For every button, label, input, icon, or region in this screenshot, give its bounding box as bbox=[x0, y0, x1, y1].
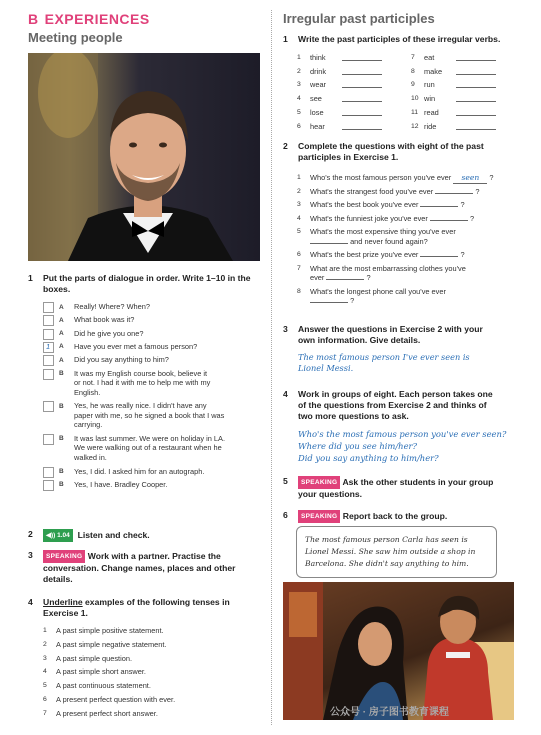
question-line bbox=[310, 250, 522, 260]
answer-blank[interactable] bbox=[456, 60, 496, 61]
speech-note: The most famous person Carla has seen is Lionel Messi. She saw him outside a shop in Barcelona. She didn't say anything to him. bbox=[296, 526, 497, 578]
question-mark: ? bbox=[460, 200, 465, 209]
dialogue-text-line: Did you say anything to him? bbox=[74, 355, 169, 365]
dialogue-text-line: What book was it? bbox=[74, 315, 135, 325]
list-number: 5 bbox=[43, 682, 47, 690]
order-box[interactable] bbox=[43, 355, 54, 366]
question-text: What's the funniest joke you've ever bbox=[310, 213, 428, 223]
dialogue-text-line: Yes, he was really nice. I didn't have any bbox=[74, 401, 207, 411]
answer-blank[interactable] bbox=[342, 129, 382, 130]
question-text: What's the best prize you've ever bbox=[310, 250, 419, 260]
list-item: A past simple short answer. bbox=[56, 667, 146, 677]
dialogue-line bbox=[74, 434, 264, 463]
r4-example-questions: Who's the most famous person you've ever seen? Where did you see him/her? Did you say anything to him/her? bbox=[298, 429, 507, 463]
dialogue-text-line: walked in. bbox=[74, 453, 107, 463]
dialogue-line bbox=[74, 401, 264, 430]
answer-blank[interactable] bbox=[342, 101, 382, 102]
answer-blank[interactable] bbox=[456, 101, 496, 102]
verb-number: 6 bbox=[297, 122, 301, 130]
question-line bbox=[310, 200, 522, 210]
verb-number: 8 bbox=[411, 67, 415, 75]
question-number: 1 bbox=[297, 174, 301, 181]
verb: read bbox=[424, 107, 439, 117]
dialogue-text-line: English. bbox=[74, 387, 101, 397]
question-line bbox=[310, 214, 522, 224]
answer-blank[interactable] bbox=[342, 74, 382, 75]
answer-blank[interactable] bbox=[456, 115, 496, 116]
list-number: 6 bbox=[43, 696, 47, 703]
question-mark: ? bbox=[475, 186, 480, 196]
list-item: A past simple negative statement. bbox=[56, 639, 167, 649]
question-mark: ? bbox=[350, 296, 355, 306]
question-number: 7 bbox=[297, 264, 301, 272]
list-item: A past continuous statement. bbox=[56, 681, 151, 691]
audio-track-badge[interactable]: ◀)) 1.04 bbox=[43, 529, 73, 542]
answer-blank[interactable] bbox=[456, 74, 496, 75]
speaking-badge: SPEAKING bbox=[298, 510, 340, 523]
speaking-badge: SPEAKING bbox=[298, 476, 340, 489]
dialogue-line bbox=[74, 467, 264, 477]
order-box[interactable] bbox=[43, 434, 54, 445]
order-box[interactable] bbox=[43, 467, 54, 478]
verb: wear bbox=[310, 80, 327, 90]
order-box[interactable] bbox=[43, 302, 54, 313]
verb-number: 12 bbox=[411, 122, 419, 130]
dialogue-line bbox=[74, 329, 264, 339]
answer-blank[interactable] bbox=[456, 87, 496, 88]
question-text: ever bbox=[310, 273, 325, 283]
list-number: 4 bbox=[43, 668, 47, 676]
dialogue-line bbox=[74, 342, 264, 352]
verb: ride bbox=[424, 121, 437, 131]
page-subtitle: Meeting people bbox=[28, 30, 123, 45]
verb-number: 4 bbox=[297, 95, 301, 103]
answer-blank[interactable] bbox=[420, 256, 458, 257]
verb: win bbox=[424, 94, 436, 104]
answer-blank[interactable] bbox=[310, 243, 348, 244]
speaker-label: B bbox=[59, 481, 64, 489]
dialogue-text-line: or not. I had it with me to help me with my bbox=[74, 378, 211, 388]
verb: think bbox=[310, 53, 326, 62]
verb-number: 3 bbox=[297, 81, 301, 89]
watermark: 公众号 · 房子图书教育课程 bbox=[330, 707, 449, 718]
question-text: and never found again? bbox=[350, 236, 428, 246]
list-number: 1 bbox=[43, 627, 47, 634]
dialogue-text-line: Did he give you one? bbox=[74, 328, 144, 338]
question-line bbox=[310, 227, 522, 246]
verb-number: 5 bbox=[297, 108, 301, 116]
right-column-title: Irregular past participles bbox=[283, 11, 435, 26]
celebrity-illustration bbox=[28, 53, 260, 261]
dialogue-line bbox=[74, 355, 264, 365]
verb: hear bbox=[310, 121, 325, 131]
dialogue-line bbox=[74, 369, 264, 398]
dialogue-text-line: Yes, I did. I asked him for an autograph. bbox=[74, 466, 205, 476]
speaker-label: A bbox=[59, 330, 64, 338]
question-number: 8 bbox=[297, 287, 301, 295]
list-item: A present perfect question with ever. bbox=[56, 695, 176, 704]
dialogue-text-line: paper with me, so he signed a book that I was bbox=[74, 410, 225, 420]
question-text: What are the most embarrassing clothes you've bbox=[310, 263, 466, 273]
question-text: Who's the most famous person you've ever bbox=[310, 173, 452, 182]
question-number: 2 bbox=[297, 187, 301, 195]
exercise-1-instruction: 1 Put the parts of dialogue in order. Write 1–10 in the boxes. bbox=[28, 273, 251, 294]
answer-blank[interactable] bbox=[342, 115, 382, 116]
speaker-label: B bbox=[59, 435, 64, 443]
question-line bbox=[310, 187, 522, 197]
question-number: 6 bbox=[297, 251, 301, 259]
verb: drink bbox=[310, 66, 327, 76]
dialogue-text-line: carrying. bbox=[74, 420, 103, 430]
speaker-label: B bbox=[59, 402, 64, 410]
dialogue-line bbox=[74, 302, 264, 312]
question-text: What's the longest phone call you've ever bbox=[310, 286, 446, 296]
order-box[interactable] bbox=[43, 369, 54, 380]
street-scene-illustration bbox=[283, 582, 514, 720]
dialogue-text-line: We were walking out of a restaurant when he bbox=[74, 443, 222, 453]
answer-filled[interactable]: seen bbox=[453, 173, 487, 184]
list-item: A present perfect short answer. bbox=[56, 708, 158, 718]
verb-number: 9 bbox=[411, 81, 415, 89]
speaker-label: A bbox=[59, 303, 64, 311]
verb: eat bbox=[424, 53, 435, 62]
celebrity-photo bbox=[28, 53, 260, 261]
question-number: 5 bbox=[297, 228, 301, 235]
question-number: 4 bbox=[297, 214, 301, 222]
verb: run bbox=[424, 80, 435, 90]
verb-number: 10 bbox=[411, 95, 419, 103]
section-letter: B bbox=[28, 11, 39, 27]
verb: make bbox=[424, 66, 443, 76]
answer-blank[interactable] bbox=[430, 220, 468, 221]
answer-blank[interactable] bbox=[435, 193, 473, 194]
verb: see bbox=[310, 94, 322, 104]
verb-number: 2 bbox=[297, 67, 301, 75]
verb-number: 11 bbox=[411, 108, 419, 116]
answer-blank[interactable] bbox=[420, 206, 458, 207]
cartoon-illustration bbox=[283, 582, 514, 720]
order-box[interactable] bbox=[43, 329, 54, 340]
list-number: 2 bbox=[43, 640, 47, 648]
speaker-label: A bbox=[59, 343, 64, 351]
question-text: What's the strangest food you've ever bbox=[310, 186, 434, 196]
list-item: A past simple question. bbox=[56, 653, 133, 663]
column-divider bbox=[271, 10, 272, 725]
order-box[interactable] bbox=[43, 315, 54, 326]
speaking-badge: SPEAKING bbox=[43, 550, 85, 563]
r3-example-answer: The most famous person I've ever seen is Lionel Messi. bbox=[298, 352, 470, 373]
dialogue-text-line: It was last summer. We were on holiday in LA. bbox=[74, 433, 226, 443]
section-heading bbox=[28, 11, 150, 27]
order-box[interactable] bbox=[43, 401, 54, 412]
question-mark: ? bbox=[489, 173, 494, 182]
question-mark: ? bbox=[469, 213, 475, 223]
list-number: 7 bbox=[43, 709, 47, 717]
question-mark: ? bbox=[460, 250, 465, 260]
verb: lose bbox=[310, 107, 324, 117]
question-text: What's the most expensive thing you've ever bbox=[310, 227, 456, 236]
dialogue-text-line: Yes, I have. Bradley Cooper. bbox=[74, 479, 168, 489]
question-line bbox=[310, 173, 522, 184]
speaker-label: B bbox=[59, 370, 64, 377]
answer-blank[interactable] bbox=[342, 87, 382, 88]
list-number: 3 bbox=[43, 654, 47, 662]
list-item: A past simple positive statement. bbox=[56, 626, 164, 635]
dialogue-line bbox=[74, 315, 264, 325]
order-box[interactable] bbox=[43, 480, 54, 491]
answer-blank[interactable] bbox=[326, 279, 364, 280]
answer-blank[interactable] bbox=[456, 129, 496, 130]
question-text: What's the best book you've ever bbox=[310, 200, 419, 209]
speaker-label: A bbox=[59, 316, 64, 324]
dialogue-line bbox=[74, 480, 264, 490]
question-line bbox=[310, 287, 522, 306]
question-number: 3 bbox=[297, 201, 301, 208]
speaker-label: A bbox=[59, 356, 64, 364]
section-title: EXPERIENCES bbox=[44, 11, 150, 27]
question-line bbox=[310, 264, 522, 283]
question-mark: ? bbox=[366, 273, 371, 283]
answer-blank[interactable] bbox=[342, 60, 382, 61]
order-box-number: 1 bbox=[46, 341, 51, 351]
dialogue-text-line: Have you ever met a famous person? bbox=[74, 341, 198, 351]
verb-number: 1 bbox=[297, 54, 301, 61]
verb-number: 7 bbox=[411, 54, 415, 61]
dialogue-text-line: It was my English course book, believe it bbox=[74, 368, 208, 378]
answer-blank[interactable] bbox=[310, 302, 348, 303]
dialogue-text-line: Really! Where? When? bbox=[74, 302, 150, 311]
speaker-label: B bbox=[59, 468, 64, 476]
